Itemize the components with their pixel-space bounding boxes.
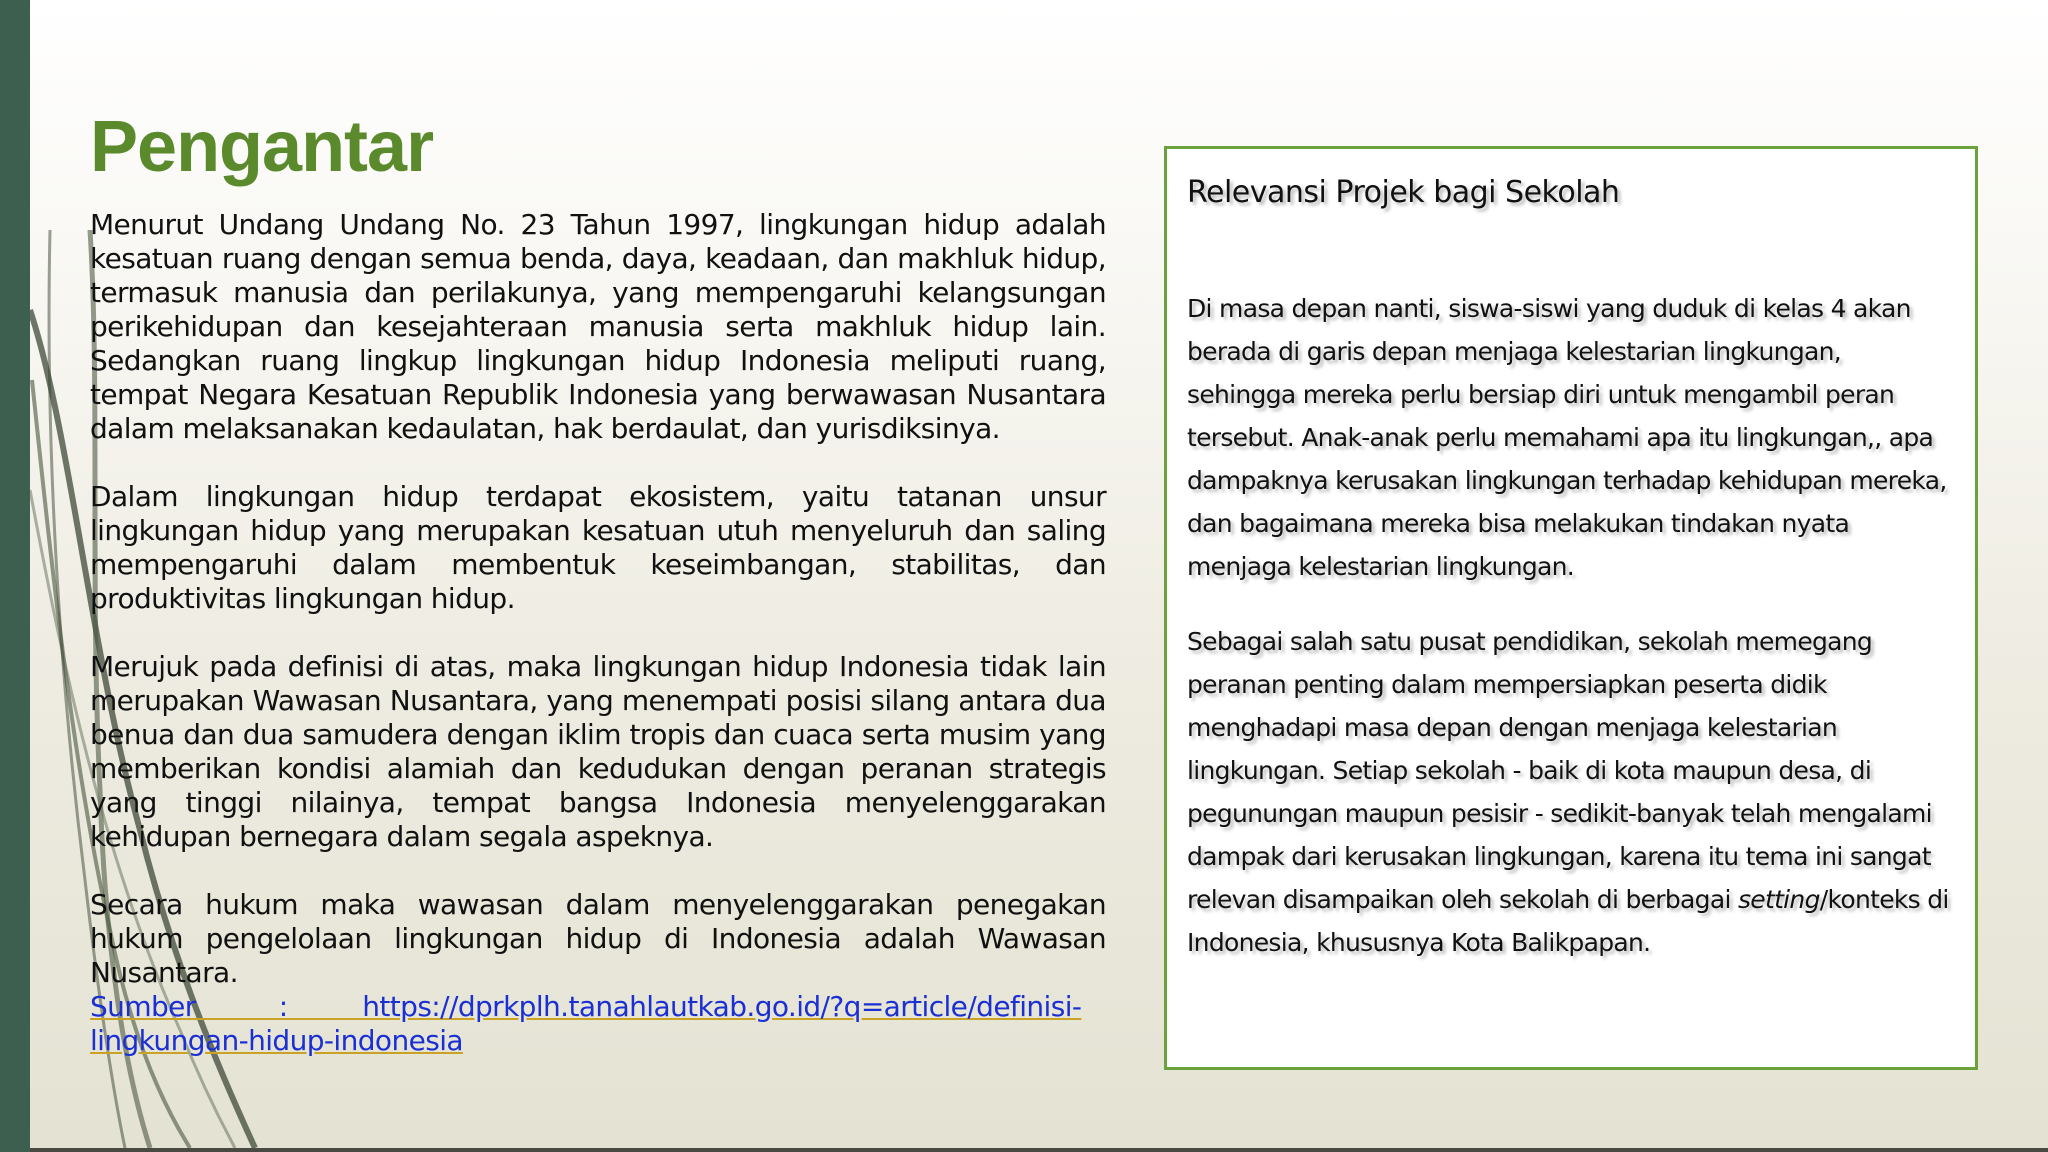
intro-paragraph-1: Menurut Undang Undang No. 23 Tahun 1997, lingkungan hidup adalah kesatuan ruang dengan semua benda, daya, keadaan, dan makhluk hidup, termasuk manusia dan perilakunya, yang mempengaruhi kelangsungan perikehidupan dan kesejahteraan manusia serta makhluk hidup lain. Sedangkan ruang lingkup lingkungan hidup Indonesia meliputi ruang, tempat Negara Kesatuan Republik Indonesia yang berwawasan Nusantara dalam melaksanakan kedaulatan, hak berdaulat, dan yurisdiksinya. [90, 208, 1106, 445]
box-paragraph-2 [1187, 620, 1955, 964]
box-paragraph-2-start: Sebagai salah satu pusat pendidikan, sekolah memegang peranan penting dalam mempersiapkan peserta didik menghadapi masa depan dengan menjaga kelestarian lingkungan. Setiap sekolah - baik di kota maupun desa, di pegunungan maupun pesisir - sedikit-banyak telah mengalami dampak dari kerusakan lingkungan, karena itu tema ini sangat relevan disampaikan oleh sekolah di berbagai [1187, 627, 1932, 914]
intro-paragraph-4: Secara hukum maka wawasan dalam menyelenggarakan penegakan hukum pengelolaan lingkungan hidup di Indonesia adalah Wawasan Nusantara. [90, 888, 1106, 989]
box-paragraph-1: Di masa depan nanti, siswa-siswi yang duduk di kelas 4 akan berada di garis depan menjaga kelestarian lingkungan, sehingga mereka perlu bersiap diri untuk mengambil peran tersebut. Anak-anak perlu memahami apa itu lingkungan,, apa dampaknya kerusakan lingkungan terhadap kehidupan mereka, dan bagaimana mereka bisa melakukan tindakan nyata menjaga kelestarian lingkungan. [1187, 294, 1947, 581]
box-heading: Relevansi Projek bagi Sekolah [1187, 175, 1620, 210]
bottom-divider [30, 1148, 2048, 1152]
intro-text-block [90, 208, 1106, 1058]
intro-paragraph-2: Dalam lingkungan hidup terdapat ekosistem, yaitu tatanan unsur lingkungan hidup yang merupakan kesatuan utuh menyeluruh dan saling mempengaruhi dalam membentuk keseimbangan, stabilitas, dan produktivitas lingkungan hidup. [90, 480, 1106, 615]
slide-title: Pengantar [90, 107, 434, 187]
left-accent-bar [0, 0, 30, 1152]
relevance-box [1164, 146, 1978, 1070]
box-paragraph-2-end: /konteks di Indonesia, khususnya Kota Balikpapan. [1187, 885, 1949, 957]
source-link[interactable]: Sumber : https://dprkplh.tanahlautkab.go.id/?q=article/definisi-lingkungan-hidup-indonesia [90, 990, 1082, 1057]
intro-paragraph-3: Merujuk pada definisi di atas, maka lingkungan hidup Indonesia tidak lain merupakan Wawasan Nusantara, yang menempati posisi silang antara dua benua dan dua samudera dengan iklim tropis dan cuaca serta musim yang memberikan kondisi alamiah dan kedudukan dengan peranan strategis yang tinggi nilainya, tempat bangsa Indonesia menyelenggarakan kehidupan bernegara dalam segala aspeknya. [90, 650, 1106, 853]
box-paragraph-2-italic: setting [1737, 885, 1820, 914]
